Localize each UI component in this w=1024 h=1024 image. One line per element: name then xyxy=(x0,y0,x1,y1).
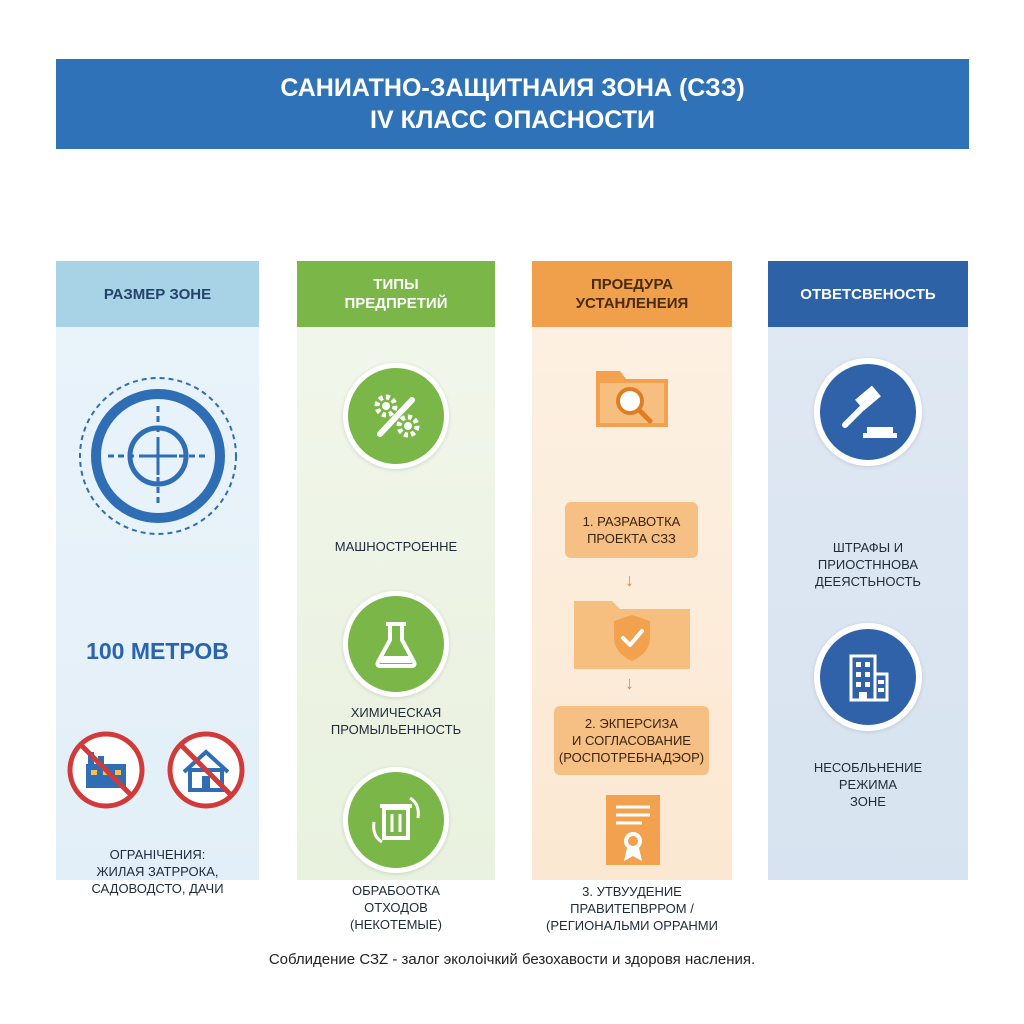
step-line: 3. УТВУУДЕНИЕ xyxy=(582,884,682,899)
procedure-body xyxy=(532,327,732,933)
type-item-line: ХИМИЧЕСКАЯ xyxy=(350,705,442,720)
step-line: 1. РАЗРАВОТКА xyxy=(582,514,681,529)
step-line: ПРОЕКТА СЗЗ xyxy=(587,531,676,546)
title-line-2: IV КЛАСС ОПАСНОСТИ xyxy=(370,106,655,134)
enterprise-types-header xyxy=(297,261,495,327)
procedure-step-2 xyxy=(554,706,709,775)
zone-size-column xyxy=(56,261,259,896)
footer-note: Соблидение СЗZ - залог эколоічкий безохавости и здоровя насления. xyxy=(268,951,756,968)
responsibility-line: ПРИОСТННОВА xyxy=(817,557,919,572)
responsibility-line: РЕЖИМА xyxy=(838,777,898,792)
type-item-line: (НЕКОТЕМЫЕ) xyxy=(350,917,442,932)
type-item-label xyxy=(297,882,495,933)
no-factory-icon xyxy=(66,730,146,810)
restrictions-line-3: САДОВОДСТО, ДАЧИ xyxy=(91,881,224,896)
distance-value: 100 МЕТРОВ xyxy=(86,638,229,664)
procedure-column xyxy=(532,261,732,933)
responsibility-line: ШТРАФЫ И xyxy=(832,540,904,555)
title-banner xyxy=(56,59,969,149)
responsibility-header: ОТВЕТСВЕНОСТЬ xyxy=(768,261,968,327)
enterprise-types-column xyxy=(297,261,495,932)
procedure-title-line-1: ПРОЕДУРА xyxy=(591,276,673,293)
type-item-line: МАШНОСТРОЕННЕ xyxy=(334,539,458,554)
target-zone-icon xyxy=(77,375,239,537)
type-item-label xyxy=(297,704,495,738)
folder-shield-icon xyxy=(572,595,692,671)
procedure-step-3 xyxy=(532,883,732,934)
restrictions-line-2: ЖИЛАЯ ЗАТРРОКА, xyxy=(96,864,219,879)
enterprise-types-body xyxy=(297,327,495,932)
certificate-icon xyxy=(604,793,662,867)
procedure-header xyxy=(532,261,732,327)
gears-wrench-icon xyxy=(343,363,449,469)
building-icon xyxy=(814,623,922,731)
flask-icon xyxy=(343,591,449,697)
procedure-title-line-2: УСТАНЛЕНЕИЯ xyxy=(575,295,689,312)
recycle-bin-icon xyxy=(343,767,449,873)
responsibility-item-2 xyxy=(768,759,968,810)
responsibility-item-1 xyxy=(768,539,968,590)
responsibility-line: НЕСОБЛЬНЕНИЕ xyxy=(813,760,923,775)
step-line: 2. ЭКПЕРСИЗА xyxy=(584,716,679,731)
types-title-line-1: ТИПЫ xyxy=(373,276,419,293)
arrow-down-icon: ↓ xyxy=(625,570,634,590)
step-line: И СОГЛАСОВАНИЕ xyxy=(572,733,691,748)
responsibility-line: ДЕЕЯСТЬНОСТЬ xyxy=(815,574,921,589)
step-line: (РОСПОТРЕБНАДЭОР) xyxy=(558,750,705,765)
no-house-icon xyxy=(166,730,246,810)
type-item-line: ОБРАБООТКА xyxy=(352,883,440,898)
zone-size-body xyxy=(56,327,259,896)
zone-size-header: РАЗМЕР ЗОНЕ xyxy=(56,261,259,327)
responsibility-column xyxy=(768,261,968,880)
type-item-label xyxy=(297,538,495,555)
responsibility-line: ЗОНЕ xyxy=(850,794,886,809)
types-title-line-2: ПРЕДПРЕТИЙ xyxy=(344,295,448,312)
title-line-1: САНИАТНО-ЗАЩИТНАИЯ ЗОНА (СЗЗ) xyxy=(280,74,745,102)
folder-search-icon xyxy=(592,361,672,431)
arrow-down-icon: ↓ xyxy=(625,673,634,693)
step-line: (РЕГИОНАЛЬМИ ОРРАНМИ xyxy=(546,918,718,933)
type-item-line: ОТХОДОВ xyxy=(364,900,428,915)
step-line: ПРАВИТЕПВРРОМ / xyxy=(570,901,694,916)
type-item-line: ПРОМЫЛЬЕННОСТЬ xyxy=(330,722,462,737)
gavel-icon xyxy=(814,358,922,466)
restrictions-text xyxy=(56,846,259,897)
responsibility-body xyxy=(768,327,968,880)
procedure-step-1 xyxy=(565,502,698,558)
restrictions-line-1: ОГРАНIЧЕНИЯ: xyxy=(109,847,206,862)
